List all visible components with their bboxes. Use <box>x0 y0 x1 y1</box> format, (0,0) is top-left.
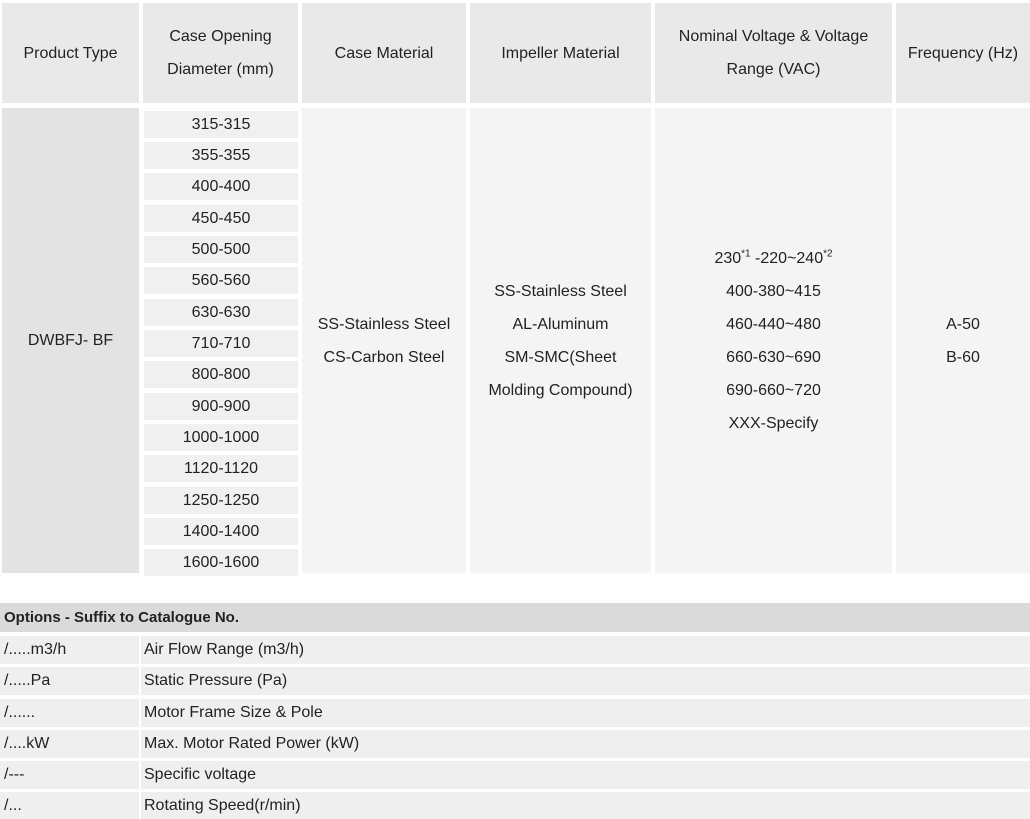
diameter-item: 355-355 <box>144 142 298 169</box>
option-value: Specific voltage <box>141 761 1030 789</box>
header-case-material <box>302 3 466 103</box>
header-case-opening-line2: Diameter (mm) <box>167 61 274 78</box>
frequency-item: A-50 <box>946 315 980 333</box>
diameter-item: 1000-1000 <box>144 424 298 451</box>
diameter-item: 1400-1400 <box>144 518 298 545</box>
header-impeller-material <box>470 3 651 103</box>
impeller-material-item: SM-SMC(Sheet <box>504 348 617 366</box>
voltage-item-first <box>714 242 832 275</box>
impeller-material-cell <box>470 108 651 573</box>
diameter-item: 500-500 <box>144 236 298 263</box>
diameter-item: 1600-1600 <box>144 549 298 576</box>
diameter-item: 800-800 <box>144 361 298 388</box>
option-value: Static Pressure (Pa) <box>141 667 1030 695</box>
options-title: Options - Suffix to Catalogue No. <box>0 603 1030 632</box>
voltage-first-a: 230 <box>714 249 742 267</box>
header-case-material-label: Case Material <box>334 44 434 62</box>
voltage-item: 400-380~415 <box>726 282 821 300</box>
header-product-type-label: Product Type <box>23 44 118 62</box>
option-value: Motor Frame Size & Pole <box>141 699 1030 727</box>
diameter-item: 1250-1250 <box>144 487 298 514</box>
product-type-cell <box>2 108 139 573</box>
voltage-first-b: -220~240 <box>750 249 824 267</box>
diameter-item: 710-710 <box>144 330 298 357</box>
case-material-item: CS-Carbon Steel <box>323 348 445 366</box>
header-voltage-line2: Range (VAC) <box>726 61 821 78</box>
impeller-material-item: Molding Compound) <box>488 381 633 399</box>
header-frequency-label: Frequency (Hz) <box>907 44 1019 62</box>
header-frequency <box>896 3 1030 103</box>
diameter-item: 450-450 <box>144 205 298 232</box>
header-product-type <box>2 3 139 103</box>
footnote-marker-1: *1 <box>741 248 751 260</box>
product-type-value: DWBFJ- BF <box>27 332 114 349</box>
header-impeller-material-label: Impeller Material <box>501 44 620 62</box>
footnote-marker-2: *2 <box>823 248 833 260</box>
header-voltage-line1: Nominal Voltage & Voltage <box>678 28 869 45</box>
voltage-cell <box>655 108 892 573</box>
voltage-item: 460-440~480 <box>726 315 821 333</box>
option-key: /.....m3/h <box>0 636 139 664</box>
impeller-material-item: SS-Stainless Steel <box>494 282 627 300</box>
option-key: /....kW <box>0 730 139 758</box>
voltage-item: 690-660~720 <box>726 381 821 399</box>
diameter-item: 400-400 <box>144 173 298 200</box>
diameter-item: 1120-1120 <box>144 455 298 482</box>
frequency-cell <box>896 108 1030 573</box>
diameter-item: 315-315 <box>144 111 298 138</box>
header-voltage <box>655 3 892 103</box>
voltage-item: 660-630~690 <box>726 348 821 366</box>
diameter-item: 900-900 <box>144 393 298 420</box>
frequency-item: B-60 <box>946 348 980 366</box>
case-material-item: SS-Stainless Steel <box>317 315 451 333</box>
voltage-item: XXX-Specify <box>728 414 819 432</box>
diameter-item: 560-560 <box>144 267 298 294</box>
option-key: /... <box>0 792 139 819</box>
option-value: Air Flow Range (m3/h) <box>141 636 1030 664</box>
case-material-cell <box>302 108 466 573</box>
header-case-opening-line1: Case Opening <box>169 28 272 45</box>
diameter-item: 630-630 <box>144 299 298 326</box>
option-key: /--- <box>0 761 139 789</box>
impeller-material-item: AL-Aluminum <box>512 315 609 333</box>
option-value: Rotating Speed(r/min) <box>141 792 1030 819</box>
option-key: /.....Pa <box>0 667 139 695</box>
option-value: Max. Motor Rated Power (kW) <box>141 730 1030 758</box>
header-case-opening <box>143 3 298 103</box>
option-key: /...... <box>0 699 139 727</box>
